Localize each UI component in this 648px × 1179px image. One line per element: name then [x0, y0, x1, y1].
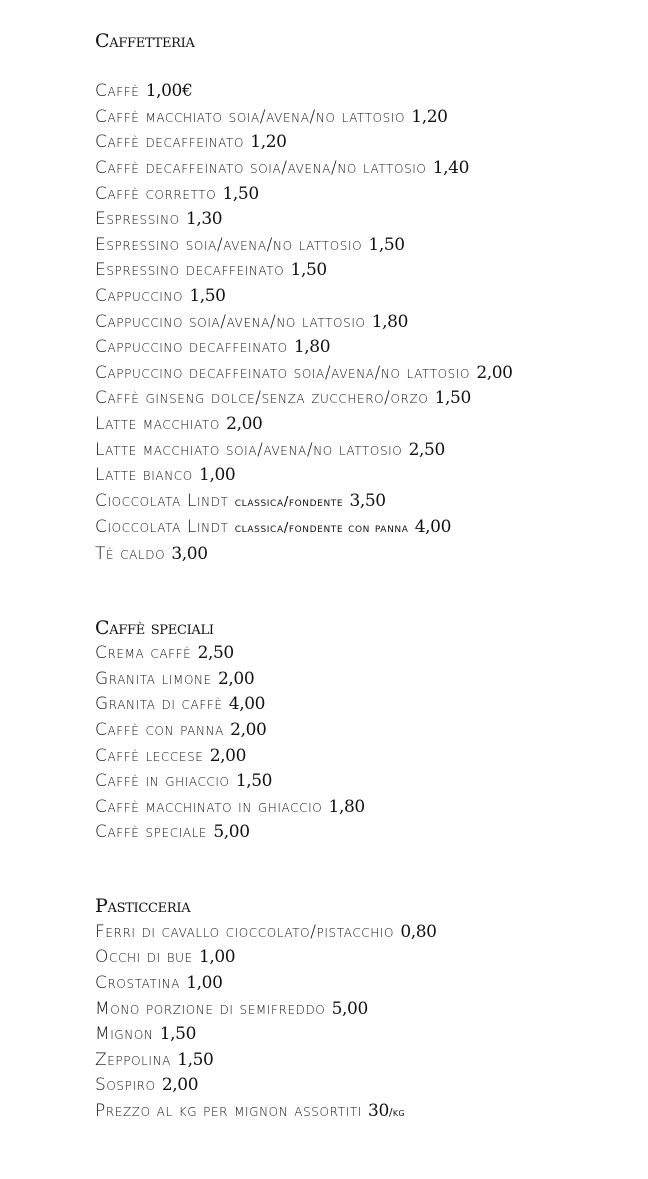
item-name: Espressino soia/avena/no lattosio — [95, 234, 363, 255]
item-name: Latte macchiato — [95, 413, 220, 434]
menu-item — [95, 155, 635, 181]
item-name: Cappuccino decaffeinato — [95, 337, 288, 358]
item-price: 2,00 — [218, 668, 255, 689]
menu-item — [95, 360, 525, 386]
item-price: 2,00 — [230, 720, 267, 741]
item-price: 1,20 — [250, 132, 287, 153]
section-title: Pasticceria — [95, 895, 191, 918]
item-price: 1,50 — [290, 260, 327, 281]
item-name: Caffè macchinato in ghiaccio — [95, 796, 323, 817]
item-name: Cappuccino — [95, 285, 184, 306]
section-caffetteria — [95, 29, 635, 566]
item-price: 5,00 — [213, 822, 250, 843]
item-price: 1,80 — [371, 311, 409, 332]
item-price: 2,00 — [161, 1075, 199, 1096]
item-name: Caffè decaffeinato soia/avena/no lattosio — [95, 157, 427, 178]
item-price: 1,50 — [189, 285, 226, 306]
menu-item — [95, 1072, 635, 1098]
item-price: 2,50 — [197, 643, 234, 664]
item-name: Caffè con panna — [95, 720, 224, 741]
item-price: 4,00 — [414, 517, 452, 538]
item-name: Caffè in ghiaccio — [95, 771, 230, 792]
section-pasticceria — [95, 894, 635, 1125]
item-price: 3,00 — [171, 543, 208, 564]
menu-item — [95, 819, 635, 845]
item-price: 1,50 — [159, 1024, 197, 1045]
menu-item — [95, 385, 635, 411]
spacer — [95, 54, 635, 79]
menu-item — [95, 691, 635, 717]
item-price: 3,50 — [349, 490, 386, 511]
section-title: Caffetteria — [95, 30, 195, 52]
item-name: Cioccolata Lindt — [95, 490, 229, 511]
item-name: Caffè corretto — [95, 183, 217, 204]
item-name: Zeppolina — [95, 1049, 171, 1070]
menu-item — [95, 1098, 635, 1126]
item-name: Mignon — [95, 1024, 154, 1045]
item-price: 5,00 — [331, 998, 368, 1019]
item-list — [95, 78, 635, 566]
menu-item — [95, 970, 635, 996]
item-price: 1,20 — [411, 106, 448, 127]
menu-item — [95, 334, 635, 360]
section-caffe-speciali — [95, 616, 635, 845]
item-price: 1,00 — [199, 465, 236, 486]
item-price: 1,40 — [432, 157, 469, 178]
item-name: Caffè ginseng dolce/senza zucchero/orzo — [95, 388, 429, 409]
item-price: 0,80 — [400, 921, 437, 942]
item-name: Espressino — [95, 209, 180, 230]
price-list — [95, 29, 635, 1126]
menu-item — [95, 514, 635, 541]
menu-item — [95, 78, 635, 104]
menu-item — [95, 794, 635, 820]
item-name: Ferri di cavallo cioccolato/pistacchio — [95, 921, 395, 942]
menu-item — [95, 181, 635, 207]
menu-item — [95, 717, 635, 743]
menu-item — [95, 768, 635, 794]
item-price: 30 — [368, 1100, 389, 1121]
item-price: 2,00 — [476, 362, 513, 383]
item-name: Cioccolata Lindt — [95, 517, 229, 538]
item-price: 1,00 — [186, 972, 223, 993]
item-name: Espressino decaffeinato — [95, 260, 285, 281]
menu-item — [95, 437, 635, 463]
item-price: 2,50 — [408, 439, 445, 460]
item-list — [95, 919, 635, 1126]
item-price: 1,30 — [185, 209, 223, 230]
item-price: 4,00 — [228, 694, 266, 715]
item-price: 1,80 — [293, 337, 331, 358]
item-name: Cappuccino soia/avena/no lattosio — [95, 311, 366, 332]
menu-item — [95, 129, 635, 155]
item-name: Cappuccino decaffeinato soia/avena/no lattosio — [95, 362, 471, 383]
item-price: 1,80 — [328, 796, 365, 817]
menu-item — [95, 206, 635, 232]
menu-item — [95, 257, 635, 283]
item-name: Tè caldo — [95, 543, 166, 564]
item-note: classica/fondente — [234, 493, 344, 510]
item-name: Crostatina — [95, 972, 181, 993]
menu-item — [95, 1021, 635, 1047]
menu-item — [95, 104, 635, 130]
item-price: 2,00 — [226, 413, 263, 434]
menu-item — [95, 411, 635, 437]
item-name: Latte bianco — [95, 465, 193, 486]
item-price: 2,00 — [209, 745, 246, 766]
spacer — [95, 566, 635, 615]
item-price: 1,50 — [222, 183, 259, 204]
item-name: Granita di caffè — [95, 694, 223, 715]
item-name: Caffè decaffeinato — [95, 132, 245, 153]
item-name: Granita limone — [95, 668, 212, 689]
item-name: Latte macchiato soia/avena/no lattosio — [95, 439, 403, 460]
item-unit: /kg — [388, 1105, 405, 1119]
menu-item — [95, 743, 635, 769]
item-name: Caffè speciale — [95, 822, 208, 843]
menu-item — [95, 488, 635, 515]
item-price: 1,00 — [198, 947, 236, 968]
item-price: 1,50 — [368, 234, 405, 255]
item-list — [95, 640, 635, 845]
menu-item — [95, 283, 635, 309]
menu-item — [95, 996, 635, 1022]
item-name: Caffè leccese — [95, 745, 204, 766]
item-name: Mono porzione di semifreddo — [95, 998, 326, 1019]
item-price: 1,50 — [434, 388, 471, 409]
menu-item — [95, 541, 635, 567]
item-price: 1,50 — [235, 771, 273, 792]
spacer — [95, 845, 635, 894]
menu-item — [95, 309, 635, 335]
menu-item — [95, 944, 635, 970]
menu-item — [95, 640, 635, 666]
menu-item — [95, 919, 635, 945]
menu-item — [95, 232, 635, 258]
menu-item — [95, 462, 635, 488]
item-name: Occhi di bue — [95, 947, 193, 968]
item-name: Caffè macchiato soia/avena/no lattosio — [95, 106, 406, 127]
item-price: 1,00€ — [145, 81, 193, 102]
item-name: Sospiro — [95, 1075, 156, 1096]
menu-item — [95, 1047, 635, 1073]
item-name: Crema caffè — [95, 643, 192, 664]
menu-item — [95, 666, 635, 692]
item-name: Prezzo al kg per mignon assortiti — [95, 1100, 362, 1121]
section-title: Caffè speciali — [95, 616, 214, 639]
item-note: classica/fondente con panna — [234, 520, 409, 537]
item-name: Caffè — [95, 81, 140, 102]
item-price: 1,50 — [177, 1049, 214, 1070]
